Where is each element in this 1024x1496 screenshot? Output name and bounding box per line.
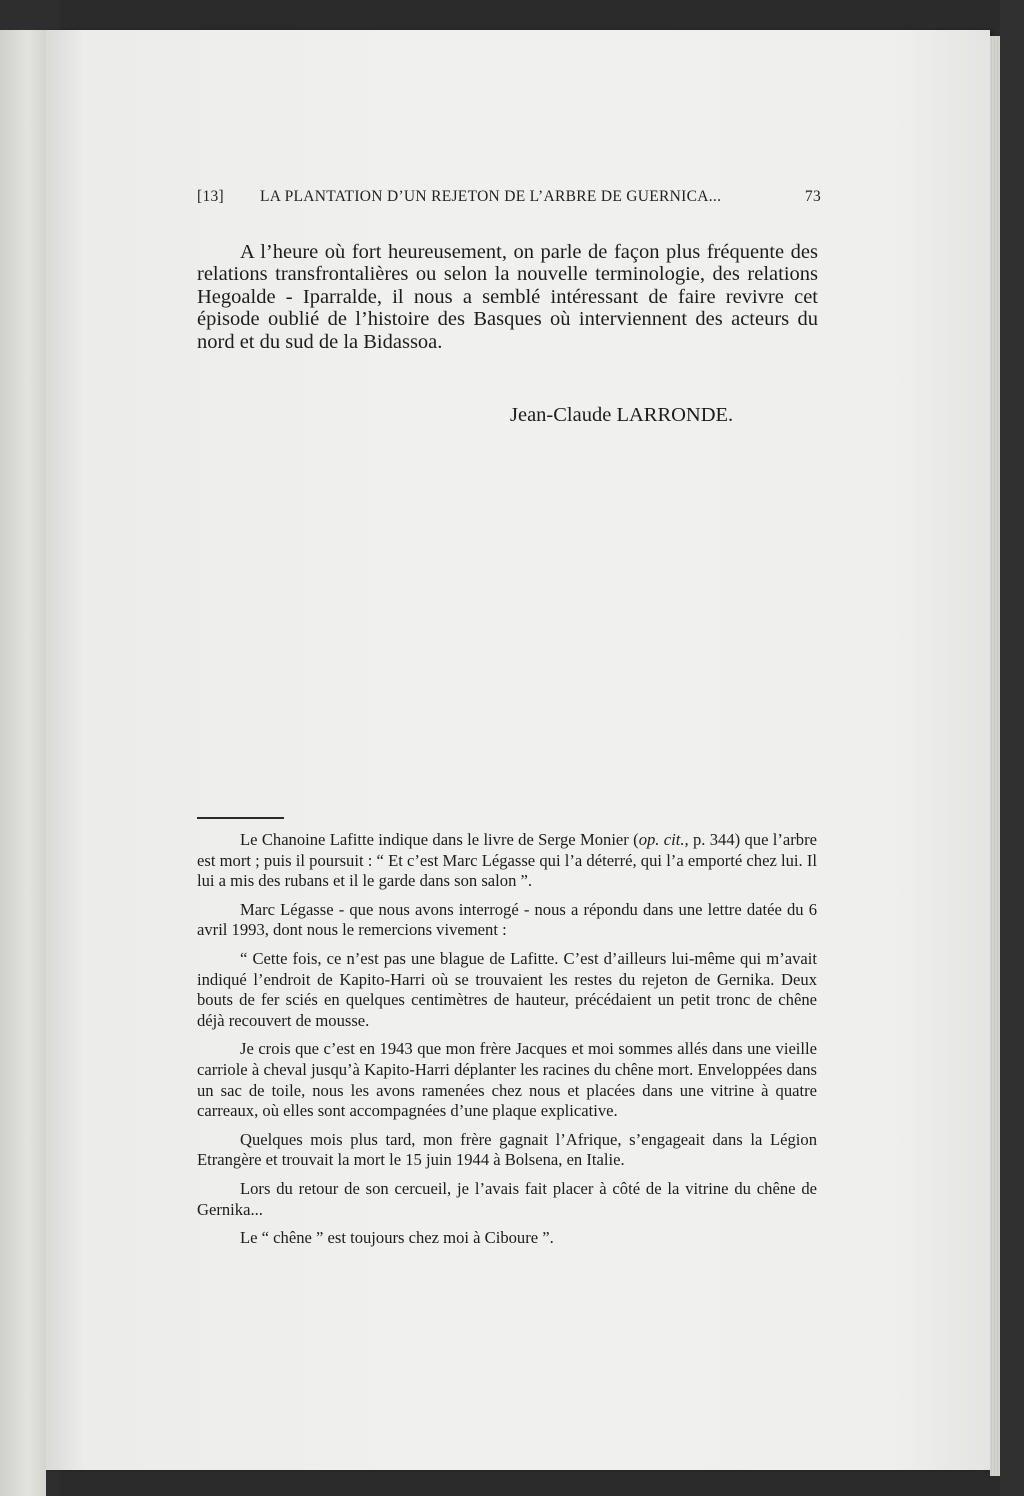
author-signature: Jean-Claude LARRONDE. [510, 404, 734, 426]
footnote-block [197, 830, 817, 1257]
footnote-separator [197, 817, 284, 819]
footnote-p1-citation: op. cit., [638, 830, 689, 849]
page-stack-edges [990, 36, 1000, 1476]
footnote-paragraph-1 [197, 830, 817, 892]
section-reference: [13] [197, 188, 225, 205]
page-number: 73 [804, 188, 821, 205]
footnote-paragraph-5: Quelques mois plus tard, mon frère gagnait l’Afrique, s’engageait dans la Légion Etrangère et trouvait la mort le 15 juin 1944 à Bolsena, en Italie. [197, 1129, 817, 1170]
body-paragraph: A l’heure où fort heureusement, on parle de façon plus fréquente des relations transfrontalières ou selon la nouvelle terminologie, des relations Hegoalde - Iparralde, il nous a semblé intéressant de faire revivre cet épisode oublié de l’histoire des Basques où interviennent des acteurs du nord et du sud de la Bidassoa. [197, 241, 818, 353]
footnote-paragraph-6: Lors du retour de son cercueil, je l’avais fait placer à côté de la vitrine du chêne de Gernika... [197, 1178, 817, 1219]
footnote-paragraph-7: Le “ chêne ” est toujours chez moi à Ciboure ”. [240, 1228, 554, 1248]
running-title: LA PLANTATION D’UN REJETON DE L’ARBRE DE GUERNICA... [260, 188, 722, 205]
previous-page-edge [0, 30, 46, 1496]
footnote-paragraph-3: “ Cette fois, ce n’est pas une blague de Lafitte. C’est d’ailleurs lui-même qui m’avait indiqué l’endroit de Kapito-Harri où se trouvaient les restes du rejeton de Gernika. Deux bouts de fer sciés en quelques centimètres de hauteur, précédaient un petit tronc de chêne déjà recouvert de mousse. [197, 948, 817, 1030]
main-text [197, 241, 818, 353]
footnote-p1-text-after: p. 344) que l’arbre est mort ; puis il poursuit : “ Et c’est Marc Légasse qui l’a déterré, qui l’a emporté chez lui. Il lui a mis des rubans et il le garde dans son salon ”. [197, 830, 817, 891]
footnote-p1-text-before: Le Chanoine Lafitte indique dans le livre de Serge Monier ( [240, 830, 639, 849]
scan-background-right [1000, 0, 1024, 1496]
footnote-paragraph-2: Marc Légasse - que nous avons interrogé - nous a répondu dans une lettre datée du 6 avril 1993, dont nous le remercions vivement : [197, 899, 817, 940]
footnote-paragraph-4: Je crois que c’est en 1943 que mon frère Jacques et moi sommes allés dans une vieille carriole à cheval jusqu’à Kapito-Harri déplanter les racines du chêne mort. Enveloppées dans un sac de toile, nous les avons ramenées chez nous et placées dans une vitrine à quatre carreaux, où elles sont accompagnées d’une plaque explicative. [197, 1039, 817, 1121]
